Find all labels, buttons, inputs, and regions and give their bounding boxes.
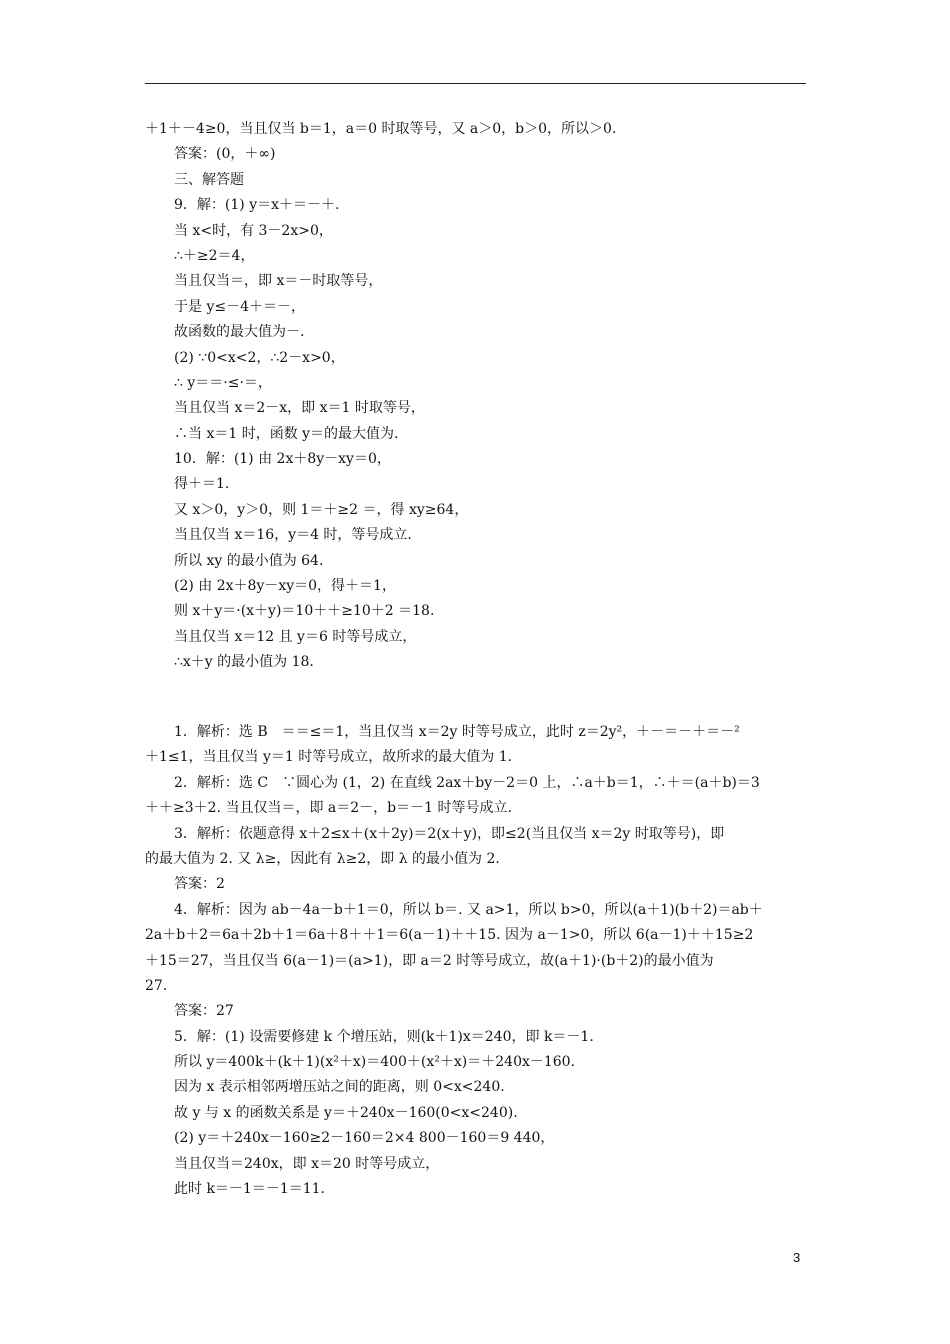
text-line: 的最大值为 2. 又 λ≥，因此有 λ≥2，即 λ 的最小值为 2. — [145, 850, 500, 867]
text-line: 当且仅当 x＝2－x，即 x＝1 时取等号， — [174, 400, 425, 417]
text-line: ＋1≤1，当且仅当 y＝1 时等号成立，故所求的最大值为 1. — [145, 749, 513, 766]
text-line: 答案：2 — [174, 876, 225, 893]
text-line: 3．解析：依题意得 x＋2≤x＋(x＋2y)＝2(x＋y)，即≤2(当且仅当 x＝2y 时取等号)，即 — [174, 825, 725, 842]
text-line: (2) y＝＋240x－160≥2－160＝2×4 800－160＝9 440， — [174, 1130, 555, 1147]
solutions-section — [145, 117, 810, 676]
text-line: 当且仅当 x＝16，y＝4 时，等号成立. — [174, 527, 412, 544]
text-line: 则 x＋y＝·(x＋y)＝10＋＋≥10＋2 ＝18. — [174, 603, 435, 620]
text-line: 故 y 与 x 的函数关系是 y＝＋240x－160(0<x<240). — [174, 1104, 518, 1121]
text-line: 三、解答题 — [174, 171, 244, 188]
text-line: (2) ∵0<x<2，∴2－x>0， — [174, 349, 345, 366]
text-line: (2) 由 2x＋8y－xy＝0，得＋＝1， — [174, 578, 396, 595]
text-line: 当且仅当＝240x，即 x＝20 时等号成立， — [174, 1155, 440, 1172]
page-number: 3 — [793, 1250, 801, 1265]
text-line: 于是 y≤－4＋＝－， — [174, 298, 305, 315]
text-line: 10．解：(1) 由 2x＋8y－xy＝0， — [174, 451, 391, 468]
text-line: 答案：27 — [174, 1003, 234, 1020]
text-line: 因为 x 表示相邻两增压站之间的距离，则 0<x<240. — [174, 1079, 505, 1096]
text-line: ＋15＝27，当且仅当 6(a－1)＝(a>1)，即 a＝2 时等号成立，故(a＋1)·(b＋2)的最小值为 — [145, 952, 714, 969]
text-line: ∴ y＝＝·≤·＝， — [174, 374, 272, 391]
text-line: 答案：(0，＋∞) — [174, 146, 276, 163]
header-rule — [145, 83, 806, 84]
text-line: 2．解析：选 C ∵圆心为 (1，2) 在直线 2ax＋by－2＝0 上，∴a＋b＝1，∴＋＝(a＋b)＝3 — [174, 774, 760, 791]
text-line: 1．解析：选 B ＝＝≤＝1，当且仅当 x＝2y 时等号成立，此时 z＝2y²，＋－＝－＋＝－² — [174, 724, 740, 740]
text-line: 当且仅当 x＝12 且 y＝6 时等号成立， — [174, 628, 417, 645]
text-line: 当 x<时，有 3－2x>0， — [174, 222, 333, 239]
text-line: ∴当 x＝1 时，函数 y＝的最大值为. — [174, 425, 399, 442]
text-line: ∴x＋y 的最小值为 18. — [174, 654, 314, 671]
text-line: ＋1＋－4≥0，当且仅当 b＝1，a＝0 时取等号，又 a＞0，b＞0，所以＞0. — [145, 121, 617, 137]
text-line: 当且仅当＝，即 x＝－时取等号， — [174, 273, 383, 290]
text-line: 故函数的最大值为－. — [174, 324, 305, 341]
text-line: 此时 k＝－1＝－1＝11. — [174, 1181, 326, 1198]
text-line: 9．解：(1) y＝x＋＝－＋. — [174, 197, 340, 214]
text-line: 2a＋b＋2＝6a＋2b＋1＝6a＋8＋＋1＝6(a－1)＋＋15. 因为 a－1>0，所以 6(a－1)＋＋15≥2 — [145, 927, 754, 944]
text-line: 又 x＞0，y＞0，则 1＝＋≥2 ＝，得 xy≥64， — [174, 501, 469, 518]
text-line: 5．解：(1) 设需要修建 k 个增压站，则(k＋1)x＝240，即 k＝－1. — [174, 1028, 594, 1045]
text-line: ∴＋≥2＝4， — [174, 247, 255, 264]
analysis-section — [145, 720, 810, 1202]
text-line: 4．解析：因为 ab－4a－b＋1＝0，所以 b＝. 又 a>1，所以 b>0，所以(a＋1)(b＋2)＝ab＋ — [174, 901, 763, 918]
text-line: 所以 y＝400k＋(k＋1)(x²＋x)＝400＋(x²＋x)＝＋240x－160. — [174, 1054, 576, 1071]
text-line: ＋＋≥3＋2. 当且仅当＝，即 a＝2－，b＝－1 时等号成立. — [145, 800, 512, 817]
text-line: 27. — [145, 977, 168, 994]
text-line: 所以 xy 的最小值为 64. — [174, 552, 324, 569]
text-line: 得＋＝1. — [174, 476, 230, 493]
